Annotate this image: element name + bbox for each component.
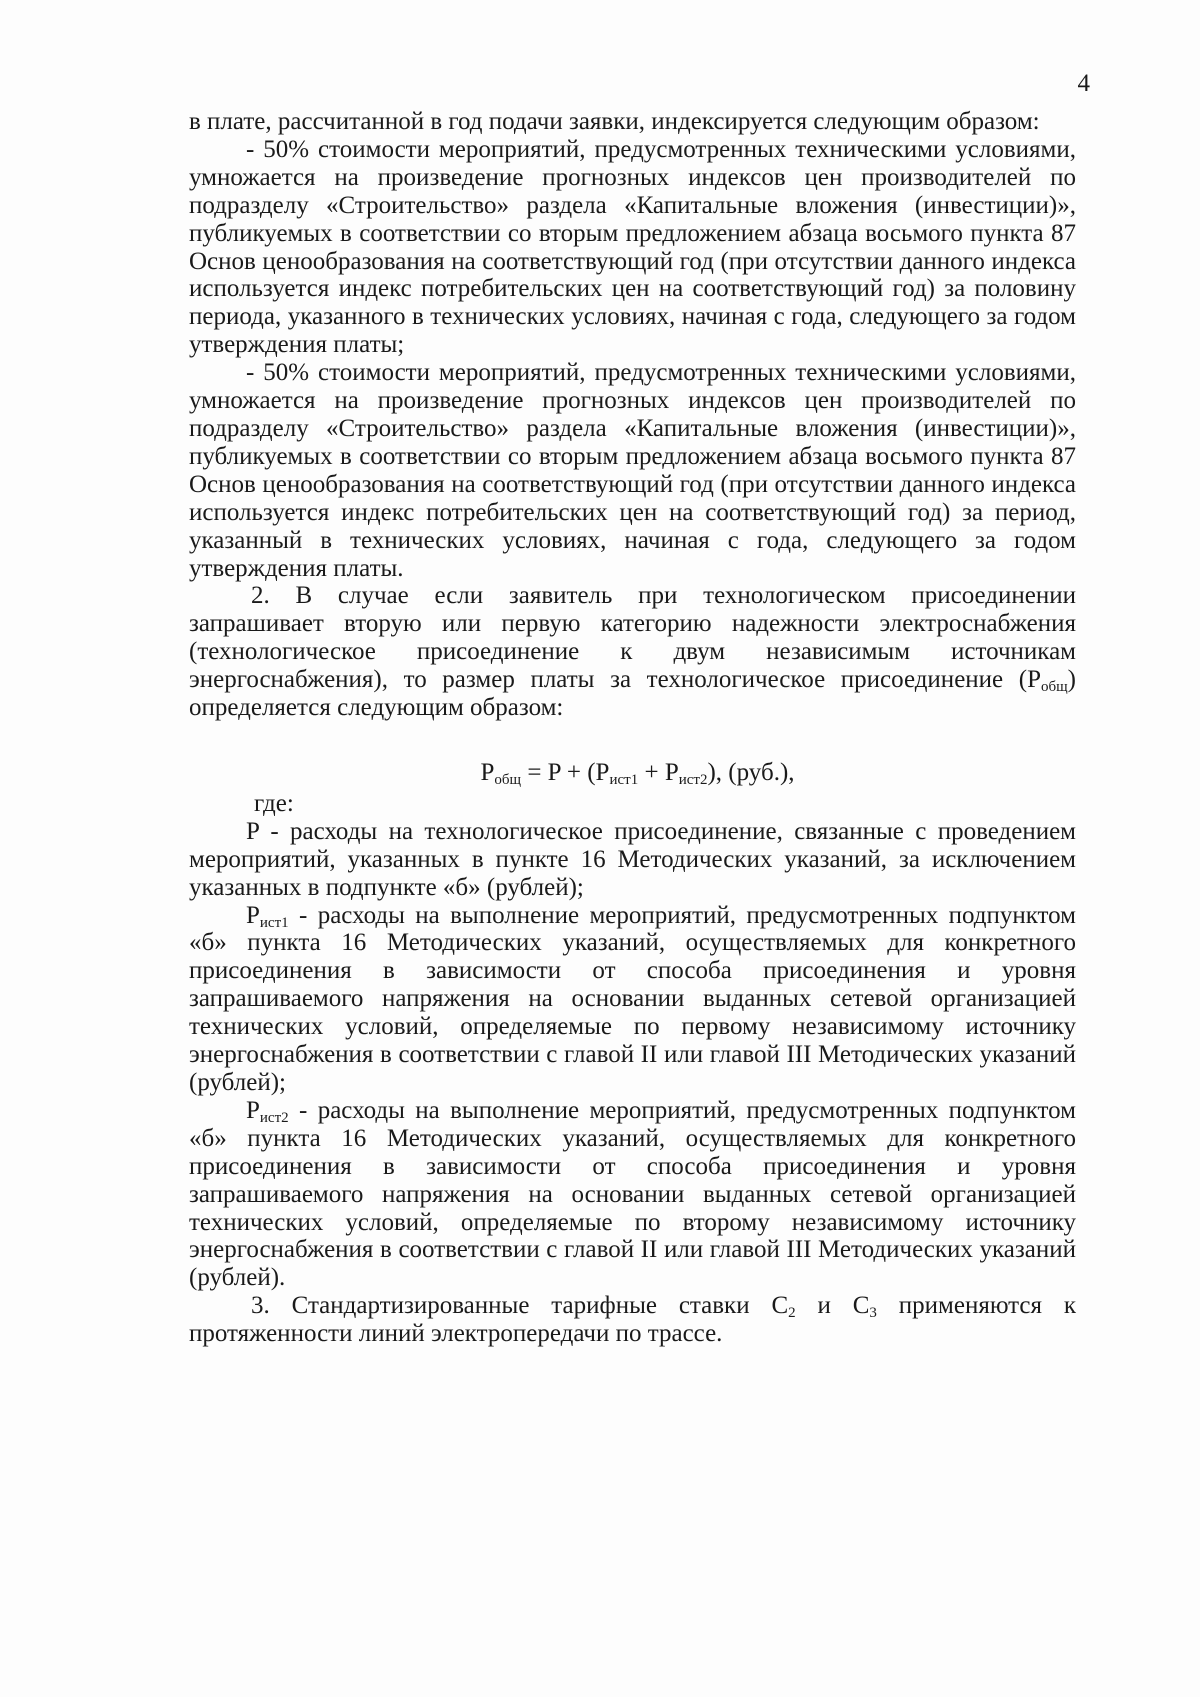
paragraph-p-definition: P - расходы на технологическое присоединение, связанные с проведением мероприятий, указанных в пункте 16 Методических указаний, за исключением указанных в подпункте «б» (рублей);: [189, 817, 1076, 901]
tariff-text-a: 3. Стандартизированные тарифные ставки C: [251, 1292, 789, 1320]
pist2-text: - расходы на выполнение мероприятий, предусмотренных подпунктом «б» пункта 16 Методических указаний, осуществляемых для конкретного присоединения в зависимости от способа присоединения и уровня запрашиваемого напряжения на основании выданных сетевой организацией технических условий, определяемые по второму независимому источнику энергоснабжения в соответствии с главой II или главой III Методических указаний (рублей).: [189, 1096, 1076, 1292]
paragraph-intro: в плате, рассчитанной в год подачи заявки, индексируется следующим образом:: [189, 108, 1040, 135]
formula-lhs-sub: общ: [494, 771, 522, 788]
paragraph-2-text: 2. В случае если заявитель при технологическом присоединении запрашивает вторую или первую категорию надежности электроснабжения (технологическое присоединение к двум независимым источникам энергоснабжения), то размер платы за технологическое присоединение (P: [189, 582, 1076, 694]
formula-part-2: + P: [638, 758, 679, 786]
tariff-sub-3: 3: [869, 1305, 877, 1322]
formula-total-fee: [189, 758, 1076, 788]
tariff-sub-2: 2: [788, 1305, 796, 1322]
formula-sub-2: ист2: [678, 771, 708, 788]
paragraph-tariff-rates: [189, 1292, 1076, 1348]
tariff-text-b: и C: [795, 1292, 870, 1320]
tariff-text-c: применяются к протяженности линий электропередачи по трассе.: [189, 1292, 1076, 1348]
paragraph-full-period: - 50% стоимости мероприятий, предусмотренных техническими условиями, умножается на произведение прогнозных индексов цен производителей по подразделу «Строительство» раздела «Капитальные вложения (инвестиции)», публикуемых в соответствии со вторым предложением абзаца восьмого пункта 87 Основ ценообразования на соответствующий год (при отсутствии данного индекса используется индекс потребительских цен на соответствующий год) за период, указанный в технических условиях, начиная с года, следующего за годом утверждения платы.: [189, 359, 1076, 582]
where-label: где:: [254, 789, 294, 817]
document-body: [189, 108, 1076, 1348]
pist2-symbol: P: [246, 1096, 260, 1124]
pist1-text: - расходы на выполнение мероприятий, предусмотренных подпунктом «б» пункта 16 Методических указаний, осуществляемых для конкретного присоединения в зависимости от способа присоединения и уровня запрашиваемого напряжения на основании выданных сетевой организацией технических условий, определяемые по первому независимому источнику энергоснабжения в соответствии с главой II или главой III Методических указаний (рублей);: [189, 901, 1076, 1096]
pist2-sub: ист2: [259, 1109, 289, 1126]
paragraph-reliability-category: [189, 582, 1076, 722]
formula-part-1: = P + (P: [521, 758, 610, 786]
formula-rhs: ), (руб.),: [707, 758, 795, 786]
paragraph-pist2-definition: [189, 1097, 1076, 1292]
paragraph-2-tail: ) определяется следующим образом:: [189, 666, 1076, 722]
pist1-symbol: P: [246, 901, 260, 929]
pist1-sub: ист1: [259, 914, 289, 931]
formula-lhs: P: [480, 758, 495, 786]
page-number: 4: [1077, 70, 1090, 97]
formula-sub-1: ист1: [609, 771, 639, 788]
subscript-obsh: общ: [1040, 679, 1068, 696]
paragraph-pist1-definition: [189, 902, 1076, 1097]
paragraph-half-period: - 50% стоимости мероприятий, предусмотренных техническими условиями, умножается на произведение прогнозных индексов цен производителей по подразделу «Строительство» раздела «Капитальные вложения (инвестиции)», публикуемых в соответствии со вторым предложением абзаца восьмого пункта 87 Основ ценообразования на соответствующий год (при отсутствии данного индекса используется индекс потребительских цен на соответствующий год) за половину периода, указанного в технических условиях, начиная с года, следующего за годом утверждения платы;: [189, 135, 1076, 359]
